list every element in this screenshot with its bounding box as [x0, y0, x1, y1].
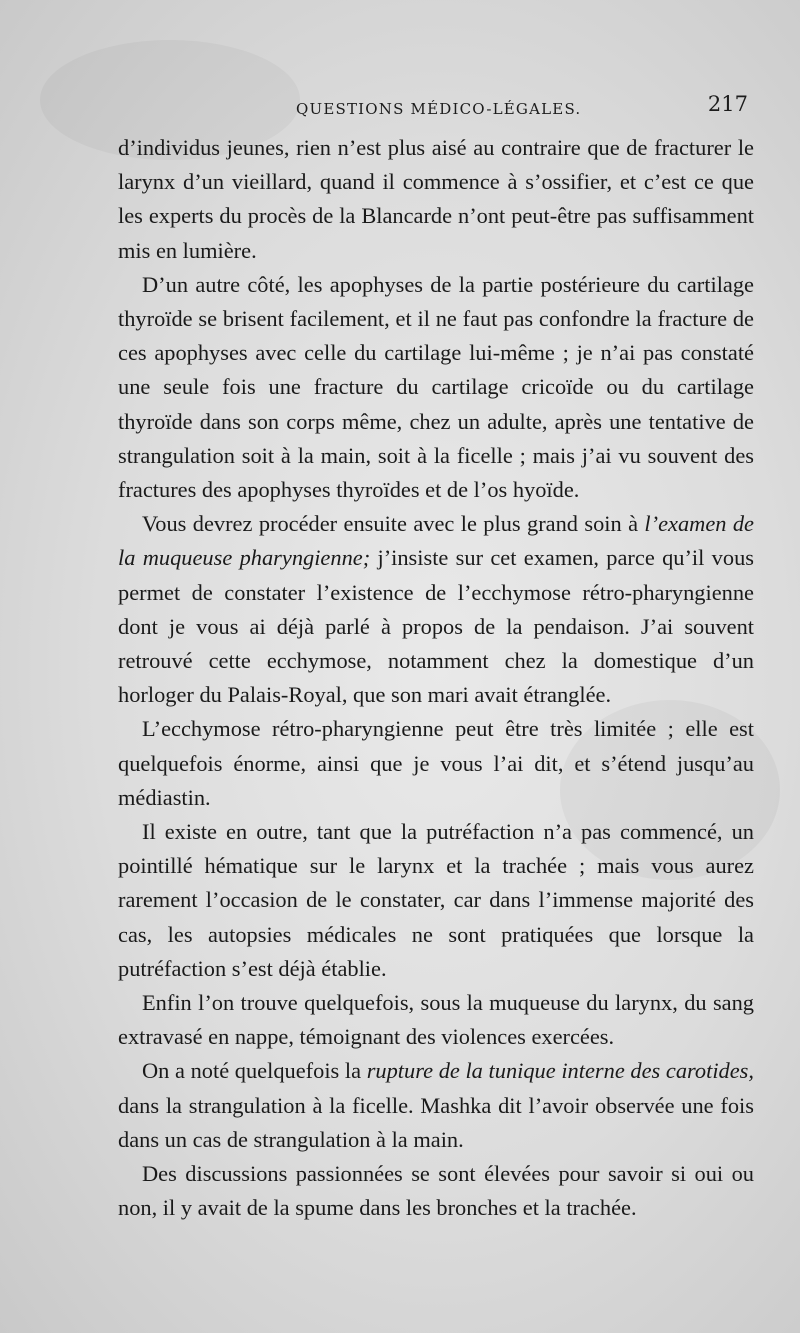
paragraph [118, 1157, 754, 1225]
text-run: Enfin l’on trouve quelquefois, sous la muqueuse du larynx, du sang extravasé en nappe, témoignant des violences exercées. [118, 990, 754, 1050]
body-text [118, 131, 754, 1226]
paragraph [118, 986, 754, 1054]
page-number: 217 [707, 92, 748, 116]
paragraph [118, 131, 754, 268]
text-run: dans la strangulation à la ficelle. Mashka dit l’avoir observée une fois dans un cas de strangulation à la main. [118, 1092, 754, 1152]
paragraph [118, 712, 754, 815]
paragraph [118, 507, 754, 712]
italic-phrase: l’examen de la muqueuse pharyngienne; [118, 511, 754, 571]
text-run: Il existe en outre, tant que la putréfaction n’a pas commencé, un pointillé hématique sur le larynx et la trachée ; mais vous aurez rarement l’occasion de le constater, car dans l’immense majorité des cas, les autopsies médicales ne sont pratiquées que lorsque la putréfaction s’est déjà établie. [118, 819, 754, 981]
running-title: QUESTIONS MÉDICO-LÉGALES. [296, 100, 582, 118]
italic-phrase: rupture de la tunique interne des carotides, [366, 1058, 754, 1084]
text-run: j’insiste sur cet examen, parce qu’il vous permet de constater l’existence de l’ecchymose rétro-pharyngienne dont je vous ai déjà parlé à propos de la pendaison. J’ai souvent retrouvé cette ecchymose, notamment chez la domestique d’un horloger du Palais-Royal, que son mari avait étranglée. [118, 545, 754, 708]
text-run: Vous devrez procéder ensuite avec le plus grand soin à [142, 511, 645, 537]
paragraph [118, 268, 754, 507]
text-run: L’ecchymose rétro-pharyngienne peut être très limitée ; elle est quelquefois énorme, ainsi que je vous l’ai dit, et s’étend jusqu’au médiastin. [118, 716, 754, 810]
text-run: On a noté quelquefois la [142, 1058, 367, 1084]
running-head [118, 92, 748, 122]
text-run: d’individus jeunes, rien n’est plus aisé au contraire que de fracturer le larynx d’un vieillard, quand il commence à s’ossifier, et c’est ce que les experts du procès de la Blancarde n’ont peut-être pas suffisamment mis en lumière. [118, 135, 754, 263]
paragraph [118, 815, 754, 986]
text-run: Des discussions passionnées se sont élevées pour savoir si oui ou non, il y avait de la spume dans les bronches et la trachée. [118, 1161, 754, 1221]
paragraph [118, 1054, 754, 1157]
text-run: D’un autre côté, les apophyses de la partie postérieure du cartilage thyroïde se brisent facilement, et il ne faut pas confondre la fracture de ces apophyses avec celle du cartilage lui-même ; je n’ai pas constaté une seule fois une fracture du cartilage cricoïde ou du cartilage thyroïde dans son corps même, chez un adulte, après une tentative de strangulation soit à la main, soit à la ficelle ; mais j’ai vu souvent des fractures des apophyses thyroïdes et de l’os hyoïde. [118, 271, 754, 503]
